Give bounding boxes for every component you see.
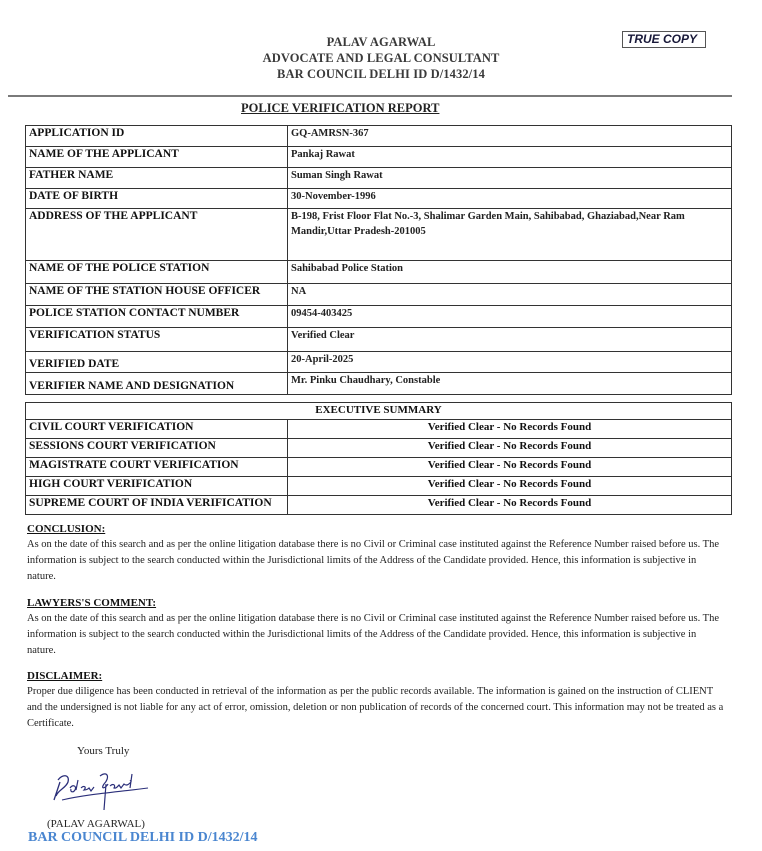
lawyers-comment-title: LAWYERS'S COMMENT: [27,597,157,609]
table-row [26,477,732,496]
advocate-name: PALAV AGARWAL [326,35,436,49]
row-label: SESSIONS COURT VERIFICATION [26,439,288,458]
row-value: 30-November-1996 [288,189,732,209]
row-label: APPLICATION ID [26,126,288,147]
row-value: 20-April-2025 [288,352,732,373]
executive-summary-title: EXECUTIVE SUMMARY [26,403,732,420]
disclaimer-text: Proper due diligence has been conducted in retrieval of the information as per the public records available. The information is gained on the instruction of CLIENT and the undersigned is not liable for any act of error, omission, deletion or non publication of records of the concerned court. This information may not be treated as a Certificate. [27,686,724,729]
report-title: POLICE VERIFICATION REPORT [241,101,440,115]
table-row [26,496,732,515]
row-value: GQ-AMRSN-367 [288,126,732,147]
signature-image [48,766,158,816]
row-label: VERIFIED DATE [26,352,288,373]
row-label: DATE OF BIRTH [26,189,288,209]
row-value: NA [288,284,732,306]
row-label: MAGISTRATE COURT VERIFICATION [26,458,288,477]
row-label: FATHER NAME [26,168,288,189]
table-row [26,458,732,477]
row-label: SUPREME COURT OF INDIA VERIFICATION [26,496,288,515]
row-value: Sahibabad Police Station [288,261,732,284]
applicant-details-table [25,125,732,395]
row-value: Verified Clear - No Records Found [288,477,732,496]
table-row [26,439,732,458]
lawyers-comment-text: As on the date of this search and as per the online litigation database there is no Civil or Criminal case instituted against the Reference Number raised before us. The information is subject to the search conducted within the Jurisdictional limits of the Address of the Candidate provided. Hence, this information is subjective in nature. [27,613,720,656]
table-row [26,168,732,189]
row-value: Verified Clear - No Records Found [288,458,732,477]
lawyers-comment-section [27,595,727,659]
advocate-bar-id: BAR COUNCIL DELHI ID D/1432/14 [277,67,485,81]
row-label: ADDRESS OF THE APPLICANT [26,209,288,261]
table-row [26,126,732,147]
row-value: Verified Clear [288,328,732,352]
table-row [26,373,732,395]
row-value: 09454-403425 [288,306,732,328]
row-value: Suman Singh Rawat [288,168,732,189]
row-label: NAME OF THE APPLICANT [26,147,288,168]
table-row [26,284,732,306]
row-value: Verified Clear - No Records Found [288,496,732,515]
row-value: B-198, Frist Floor Flat No.-3, Shalimar Garden Main, Sahibabad, Ghaziabad,Near Ram Mandir,Uttar Pradesh-201005 [288,209,732,261]
table-row [26,352,732,373]
table-row [26,209,732,261]
closing-text: Yours Truly [77,745,130,757]
row-label: NAME OF THE STATION HOUSE OFFICER [26,284,288,306]
row-label: POLICE STATION CONTACT NUMBER [26,306,288,328]
table-row [26,328,732,352]
conclusion-text: As on the date of this search and as per the online litigation database there is no Civil or Criminal case instituted against the Reference Number raised before us. The information is subject to the search conducted within the Jurisdictional limits of the Address of the Candidate provided. Hence, this information is subjective in nature. [27,539,720,582]
conclusion-section [27,521,727,585]
disclaimer-section [27,668,727,732]
executive-summary-table [25,402,732,515]
row-label: CIVIL COURT VERIFICATION [26,420,288,439]
table-row [26,420,732,439]
advocate-designation: ADVOCATE AND LEGAL CONSULTANT [262,51,500,65]
disclaimer-title: DISCLAIMER: [27,670,103,682]
row-label: VERIFIER NAME AND DESIGNATION [26,373,288,395]
table-row [26,261,732,284]
header-divider [8,95,732,97]
conclusion-title: CONCLUSION: [27,523,106,535]
row-value: Verified Clear - No Records Found [288,420,732,439]
signatory-bar-id: BAR COUNCIL DELHI ID D/1432/14 [28,830,258,845]
row-value: Verified Clear - No Records Found [288,439,732,458]
table-header-row [26,403,732,420]
row-value: Pankaj Rawat [288,147,732,168]
row-label: HIGH COURT VERIFICATION [26,477,288,496]
true-copy-stamp: TRUE COPY [622,31,706,48]
signatory-name: (PALAV AGARWAL) [47,818,145,830]
row-label: VERIFICATION STATUS [26,328,288,352]
row-label: NAME OF THE POLICE STATION [26,261,288,284]
table-row [26,189,732,209]
table-row [26,306,732,328]
row-value: Mr. Pinku Chaudhary, Constable [288,373,732,395]
table-row [26,147,732,168]
